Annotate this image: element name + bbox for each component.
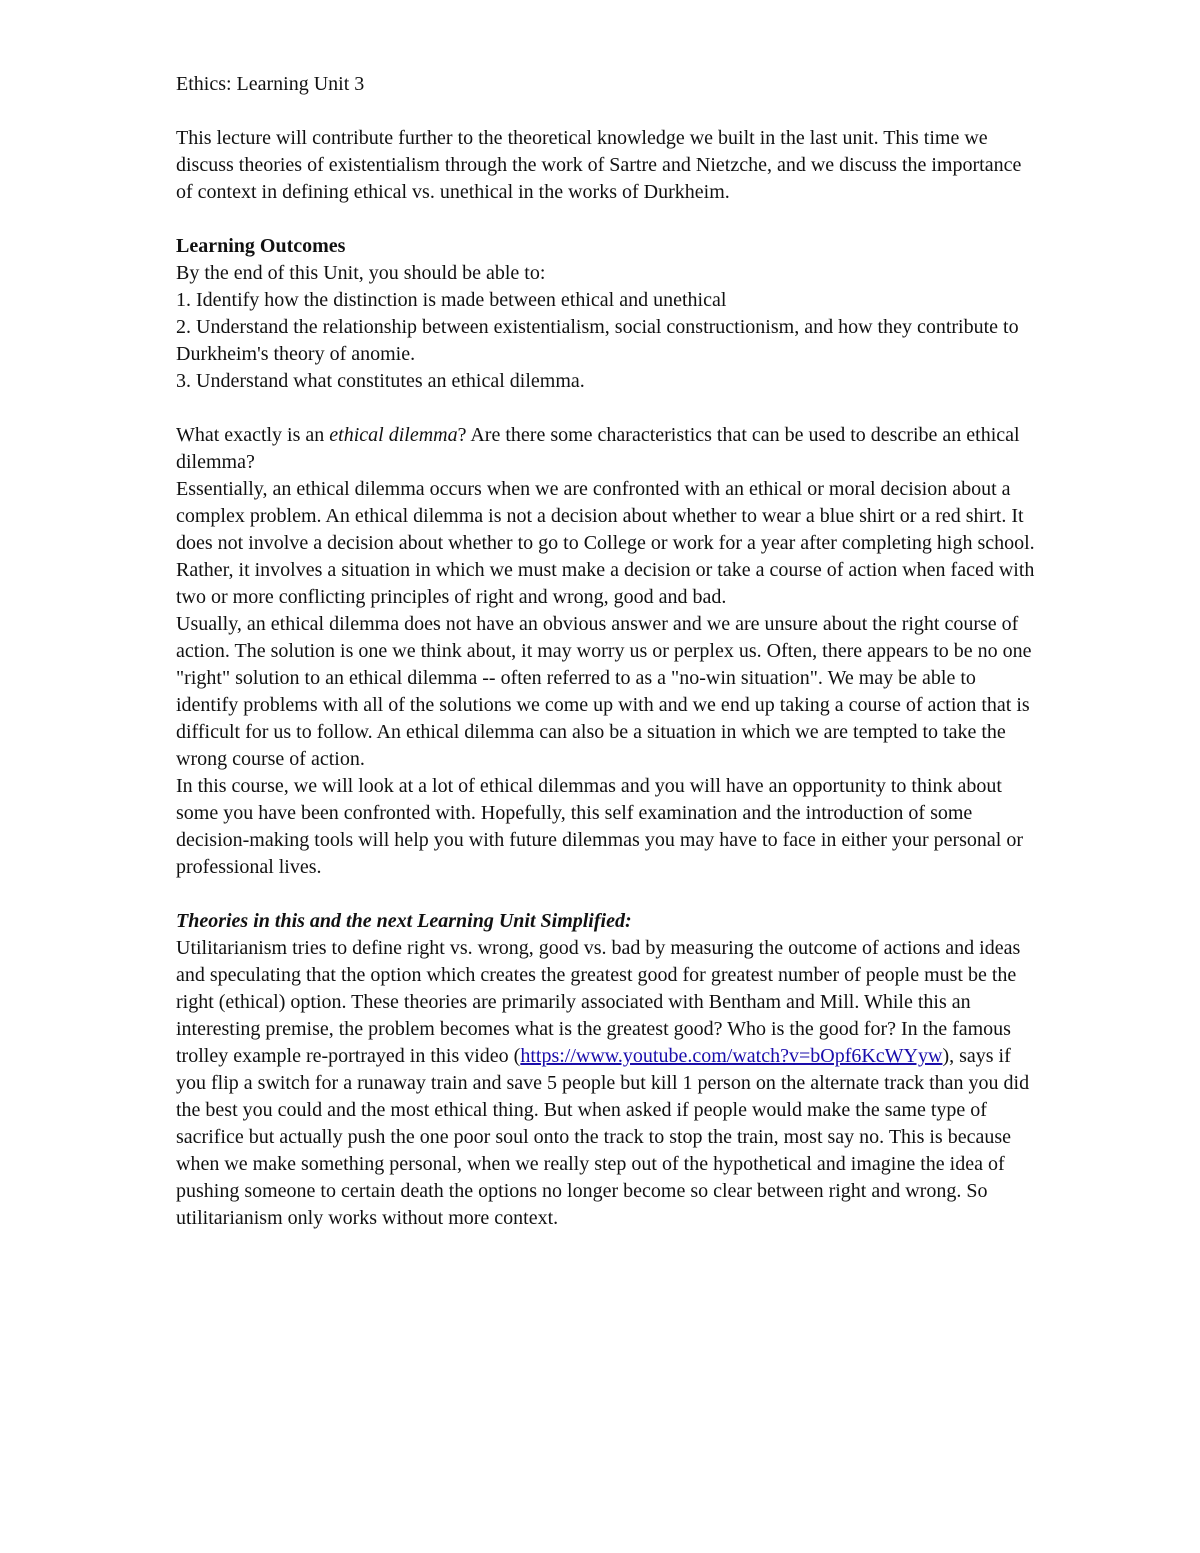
spacer (176, 881, 1036, 908)
spacer (176, 206, 1036, 233)
outcome-item-3: 3. Understand what constitutes an ethical dilemma. (176, 370, 585, 392)
dilemma-question-end: ? Are there some characteristics that can be used to describe an ethical dilemma? (176, 424, 1020, 473)
learning-outcomes-heading: Learning Outcomes (176, 235, 346, 257)
document-page (176, 71, 1036, 1232)
dilemma-paragraph-3: In this course, we will look at a lot of ethical dilemmas and you will have an opportunity to think about some you have been confronted with. Hopefully, this self examination and the introduction of some decision-making tools will help you with future dilemmas you may have to face in either your personal or professional lives. (176, 775, 1024, 878)
outcome-item-2: 2. Understand the relationship between existentialism, social constructionism, and how they contribute to Durkheim's theory of anomie. (176, 316, 1019, 365)
intro-paragraph: This lecture will contribute further to the theoretical knowledge we built in the last unit. This time we discuss theories of existentialism through the work of Sartre and Nietzche, and we discuss the importance of context in defining ethical vs. unethical in the works of Durkheim. (176, 127, 1022, 203)
document-title: Ethics: Learning Unit 3 (176, 73, 365, 95)
video-link[interactable]: https://www.youtube.com/watch?v=bOpf6KcWYyw (520, 1045, 943, 1067)
dilemma-question (176, 422, 1036, 476)
theories-text-start: Utilitarianism tries to define right vs. wrong, good vs. bad by measuring the outcome of actions and ideas and speculating that the option which creates the greatest good for greatest number of people must be the right (ethical) option. These theories are primarily associated with Bentham and Mill. While this an interesting premise, the problem becomes what is the greatest good? Who is the good for? In the famous trolley example re-portrayed in this video ( (176, 937, 1021, 1067)
dilemma-paragraph-1: Essentially, an ethical dilemma occurs when we are confronted with an ethical or moral decision about a complex problem. An ethical dilemma is not a decision about whether to wear a blue shirt or a red shirt. It does not involve a decision about whether to go to College or work for a year after completing high school. Rather, it involves a situation in which we must make a decision or take a course of action when faced with two or more conflicting principles of right and wrong, good and bad. (176, 478, 1035, 608)
theories-heading: Theories in this and the next Learning Unit Simplified: (176, 910, 632, 932)
spacer (176, 98, 1036, 125)
dilemma-question-start: What exactly is an (176, 424, 330, 446)
spacer (176, 395, 1036, 422)
learning-outcomes-lead: By the end of this Unit, you should be able to: (176, 262, 546, 284)
outcome-item-1: 1. Identify how the distinction is made between ethical and unethical (176, 289, 727, 311)
theories-text-end: ), says if you flip a switch for a runaway train and save 5 people but kill 1 person on the alternate track than you did the best you could and the most ethical thing. But when asked if people would make the same type of sacrifice but actually push the one poor soul onto the track to stop the train, most say no. This is because when we make something personal, when we really step out of the hypothetical and imagine the idea of pushing someone to certain death the options no longer become so clear between right and wrong. So utilitarianism only works without more context. (176, 1045, 1030, 1229)
dilemma-term: ethical dilemma (329, 424, 458, 446)
dilemma-paragraph-2: Usually, an ethical dilemma does not have an obvious answer and we are unsure about the right course of action. The solution is one we think about, it may worry us or perplex us. Often, there appears to be no one "right" solution to an ethical dilemma -- often referred to as a "no-win situation". We may be able to identify problems with all of the solutions we come up with and we end up taking a course of action that is difficult for us to follow. An ethical dilemma can also be a situation in which we are tempted to take the wrong course of action. (176, 613, 1032, 770)
theories-paragraph (176, 935, 1036, 1232)
